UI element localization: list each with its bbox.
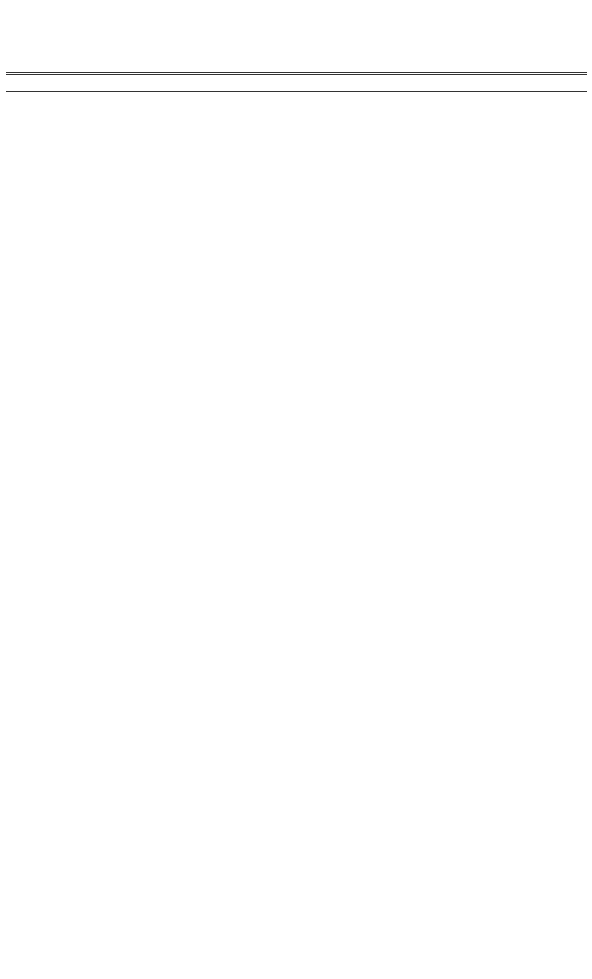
header-group-title <box>79 75 587 91</box>
table-bottom-rule <box>6 91 587 92</box>
results-table-wrap <box>6 72 587 92</box>
results-table <box>6 75 587 91</box>
header-characteristic <box>6 75 79 91</box>
